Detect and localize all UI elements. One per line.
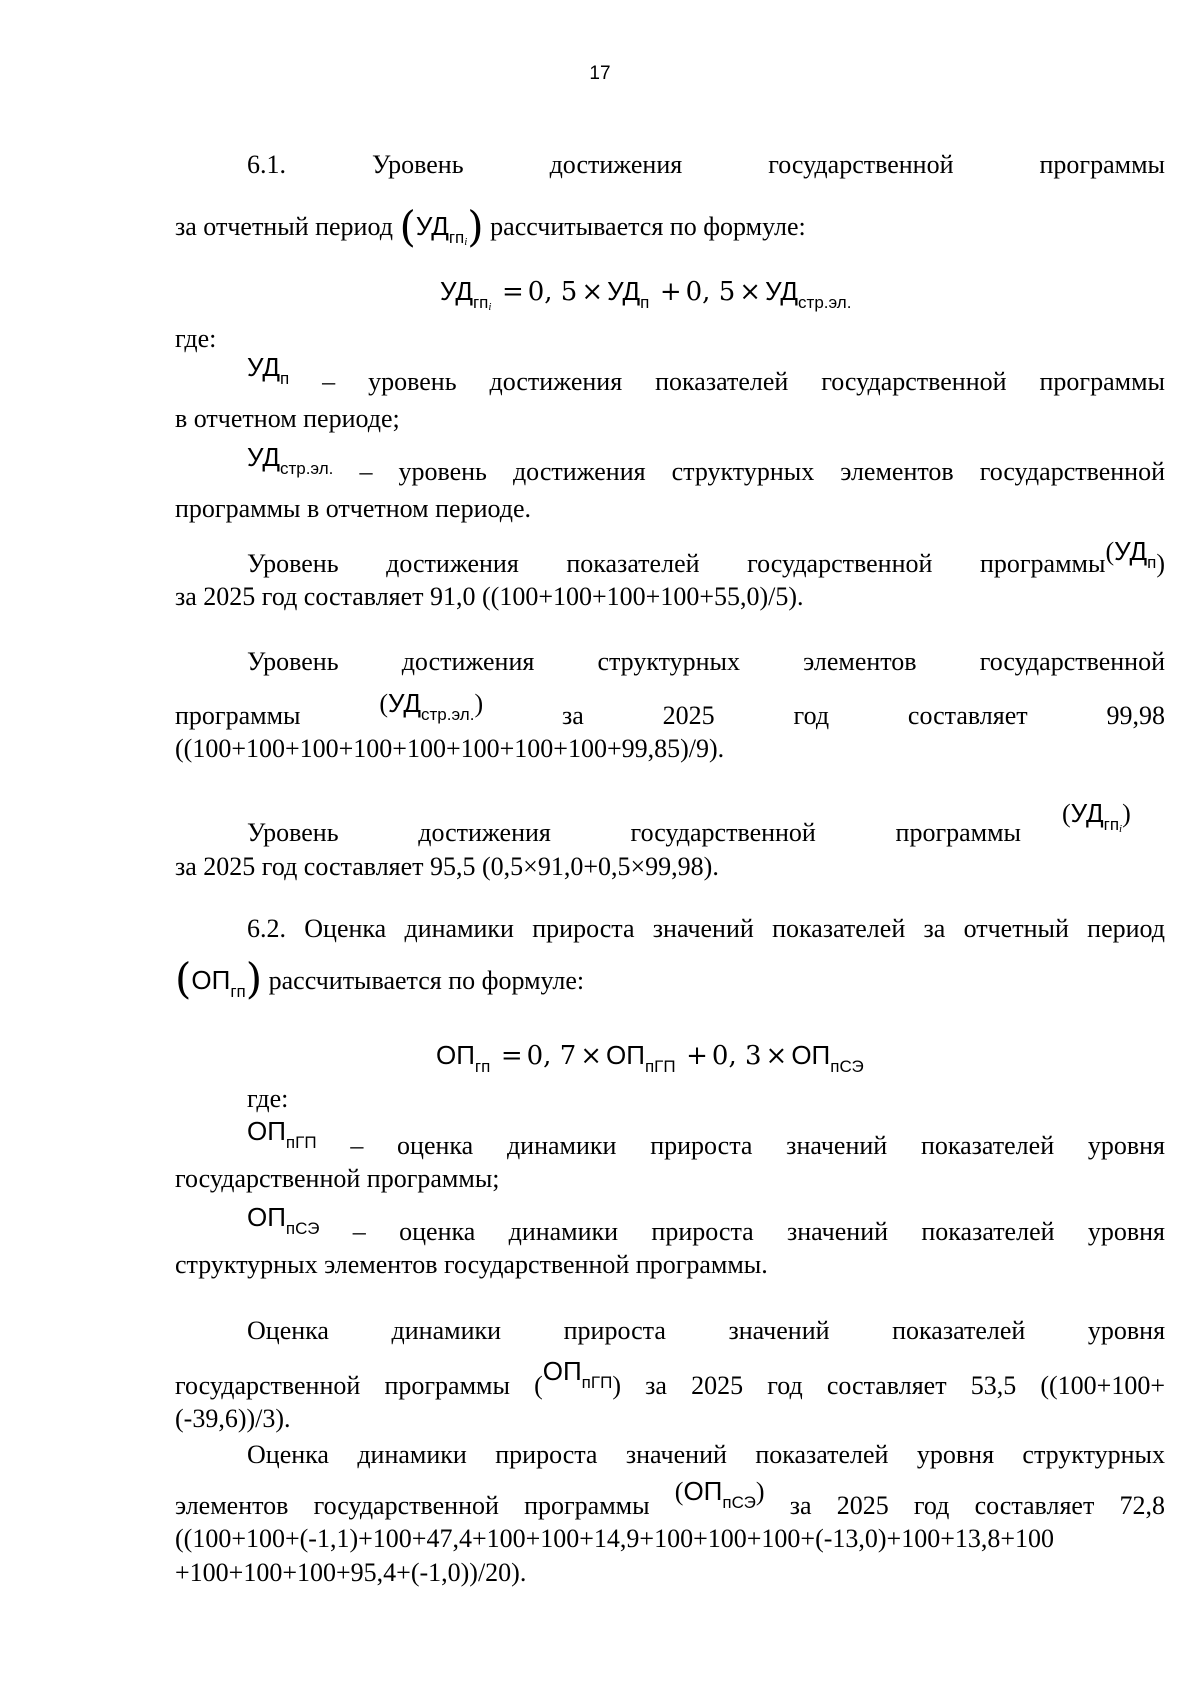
section-6-1-line-1: 6.1. Уровень достижения государственной программы (247, 150, 1166, 179)
paragraph-ud-str-value-line-2: программы $(УД_{стр.эл.})$ за 2025 год составляет 99,98 (175, 688, 1166, 730)
definition-op-pse-cont: структурных элементов государственной программы. (175, 1250, 768, 1279)
definition-op-pse: $ОП_{пСЭ}$ – оценка динамики прироста значений показателей уровня (247, 1202, 1166, 1246)
ud-gp-inline: $(УД_{гпi})$ (1062, 798, 1131, 835)
paragraph-op-pse-value-line-4: +100+100+100+95,4+(-1,0))/20). (175, 1558, 527, 1587)
page-number: 17 (589, 63, 611, 84)
op-gp-symbol: ОП (191, 965, 231, 995)
paragraph-ud-p-value: Уровень достижения показателей государственной $программы(УД_п)$ (247, 536, 1165, 578)
section-6-2-line-2: $(ОП_{гп})$ рассчитывается по формуле: (175, 954, 585, 1003)
definition-ud-str: $УД_{стр.эл.}$ – уровень достижения структурных элементов государственной (247, 442, 1165, 486)
where-label-1: где: (175, 324, 217, 353)
formula-ud-gp: $УД_{гпi} = 0$, $5 \times УД_п + 0$, $5 \times УД_{стр.эл.}$ (440, 276, 852, 313)
paragraph-ud-str-value: Уровень достижения структурных элементов государственной (247, 647, 1166, 676)
paragraph-ud-gp-value: Уровень достижения государственной программы (247, 818, 1022, 847)
paragraph-op-pse-value-line-3: ((100+100+(-1,1)+100+47,4+100+100+14,9+100+100+100+(-13,0)+100+13,8+100 (175, 1524, 1055, 1553)
formula-op-gp: $ОП_{гп} = 0$, $7 \times ОП_{пГП} + 0$, $3 \times ОП_{пСЭ}$ (436, 1040, 864, 1076)
paragraph-op-pse-value-line-2: элементов государственной программы $(ОП_{пСЭ})$ за 2025 год составляет 72,8 (175, 1476, 1165, 1520)
where-label-2: где: (247, 1084, 289, 1113)
section-6-1-line-2: за отчетный период $(УД_{гпi})$ рассчитывается по формуле: (175, 202, 806, 251)
paragraph-ud-gp-value-cont: за 2025 год составляет 95,5 (0,5×91,0+0,5×99,98). (175, 852, 719, 881)
paragraph-op-pgp-value: Оценка динамики прироста значений показателей уровня (247, 1316, 1166, 1345)
paragraph-ud-str-value-line-3: ((100+100+100+100+100+100+100+100+99,85)/9). (175, 734, 725, 763)
section-6-2-line-1: 6.2. Оценка динамики прироста значений показателей за отчетный период (247, 914, 1165, 943)
paragraph-op-pse-value: Оценка динамики прироста значений показателей уровня структурных (247, 1440, 1165, 1469)
ud-gp-symbol: УД (415, 211, 449, 241)
definition-ud-p-cont: в отчетном периоде; (175, 404, 400, 433)
definition-ud-str-cont: программы в отчетном периоде. (175, 494, 532, 523)
paragraph-op-pgp-value-line-2: государственной программы $(ОП_{пГП})$ за 2025 год составляет 53,5 ((100+100+ (175, 1356, 1166, 1400)
definition-op-pgp: $ОП_{пГП}$ – оценка динамики прироста значений показателей уровня (247, 1116, 1166, 1160)
definition-op-pgp-cont: государственной программы; (175, 1164, 500, 1193)
paragraph-ud-p-value-cont: за 2025 год составляет 91,0 ((100+100+100+100+55,0)/5). (175, 582, 804, 611)
definition-ud-p: $УД_п$ – уровень достижения показателей государственной программы (247, 352, 1166, 396)
paragraph-op-pgp-value-line-3: (-39,6))/3). (175, 1404, 291, 1433)
